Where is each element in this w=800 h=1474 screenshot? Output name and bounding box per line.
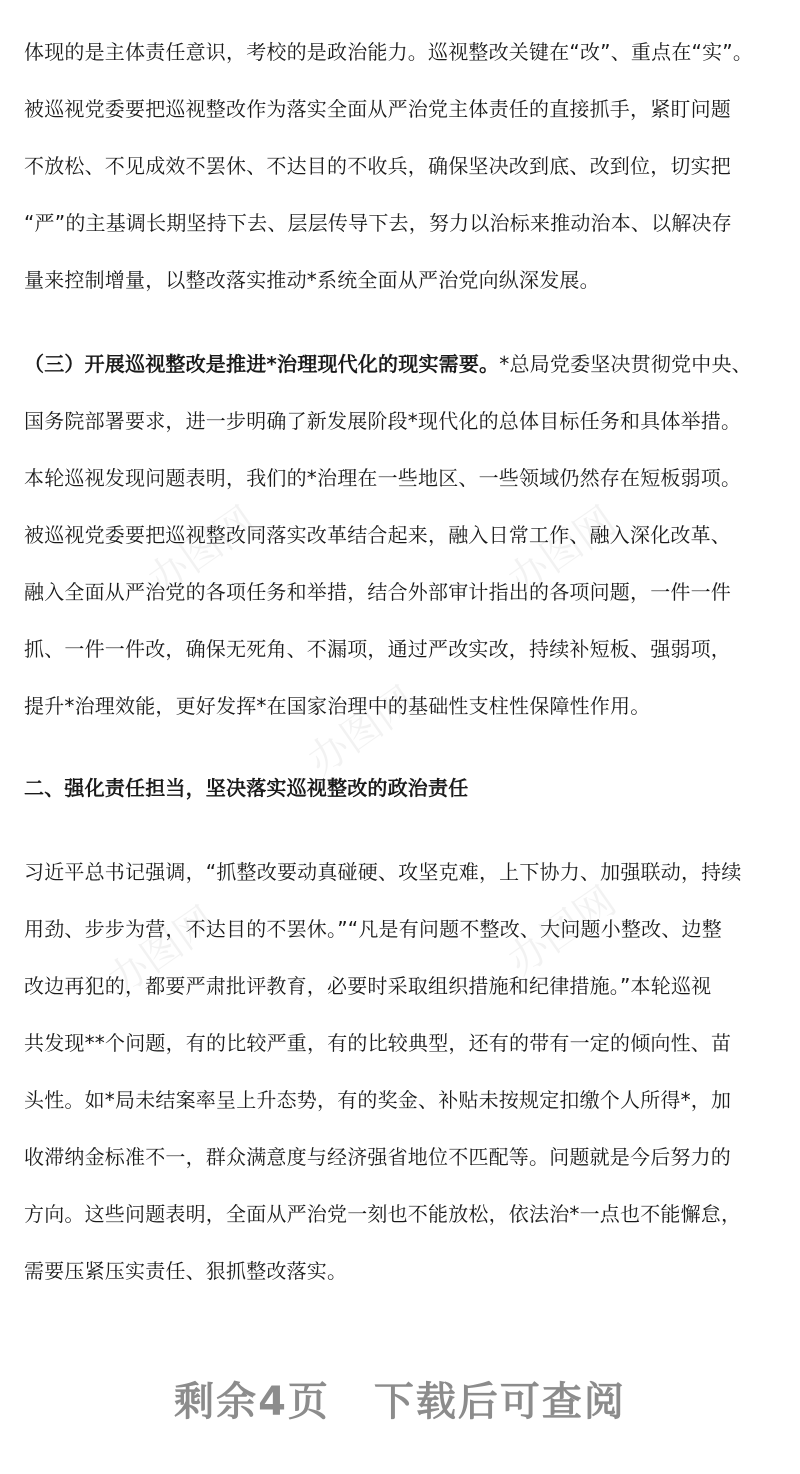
paragraph-line (24, 350, 752, 378)
paragraph-line: 共发现**个问题，有的比较严重，有的比较典型，还有的带有一定的倾向性、苗 (24, 1031, 732, 1055)
watermark: 办图网 (499, 498, 625, 605)
paragraph-line: 用劲、步步为营，不达目的不罢休。”“凡是有问题不整改、大问题小整改、边整 (24, 917, 722, 941)
paragraph-text: *总局党委坚决贯彻党中央、 (499, 352, 752, 376)
paragraph-line: 量来控制增量，以整改落实推动*系统全面从严治党向纵深发展。 (24, 268, 600, 292)
paragraph-line: “严”的主基调长期坚持下去、层层传导下去，努力以治标来推动治本、以解决存 (24, 211, 732, 235)
paragraph-line: 本轮巡视发现问题表明，我们的*治理在一些地区、一些领域仍然存在短板弱项。 (24, 466, 742, 490)
paragraph-line: 收滞纳金标准不一，群众满意度与经济强省地位不匹配等。问题就是今后努力的 (24, 1145, 731, 1169)
remaining-pages-text: 剩余4页 (174, 1379, 330, 1425)
paragraph-line: 习近平总书记强调，“抓整改要动真碰硬、攻坚克难，上下协力、加强联动，持续 (24, 860, 742, 884)
paragraph-line: 方向。这些问题表明，全面从严治党一刻也不能放松，依法治*一点也不能懈怠， (24, 1202, 742, 1226)
paragraph-line: 改边再犯的，都要严肃批评教育，必要时采取组织措施和纪律措施。”本轮巡视 (24, 974, 712, 998)
paragraph-line: 被巡视党委要把巡视整改同落实改革结合起来，融入日常工作、融入深化改革、 (24, 523, 731, 547)
paragraph-line: 抓、一件一件改，确保无死角、不漏项，通过严改实改，持续补短板、强弱项， (24, 637, 731, 661)
watermark: 办图网 (139, 498, 265, 605)
paragraph-line: 需要压紧压实责任、狠抓整改落实。 (24, 1259, 348, 1283)
section-heading: 二、强化责任担当，坚决落实巡视整改的政治责任 (24, 776, 469, 800)
paragraph-line: 体现的是主体责任意识，考校的是政治能力。巡视整改关键在“改”、重点在“实”。 (24, 40, 754, 64)
watermark: 办图网 (499, 878, 625, 985)
paragraph-line: 国务院部署要求，进一步明确了新发展阶段*现代化的总体目标任务和具体举措。 (24, 409, 742, 433)
paragraph-line: 头性。如*局未结案率呈上升态势，有的奖金、补贴未按规定扣缴个人所得*，加 (24, 1088, 732, 1112)
paragraph-line: 融入全面从严治党的各项任务和举措，结合外部审计指出的各项问题，一件一件 (24, 580, 731, 604)
watermark: 办图网 (299, 678, 425, 785)
paragraph-line: 不放松、不见成效不罢休、不达目的不收兵，确保坚决改到底、改到位，切实把 (24, 154, 731, 178)
paragraph-line: 提升*治理效能，更好发挥*在国家治理中的基础性支柱性保障性作用。 (24, 694, 651, 718)
subsection-heading: （三）开展巡视整改是推进*治理现代化的现实需要。 (24, 352, 500, 376)
download-to-view-text[interactable]: 下载后可查阅 (373, 1379, 626, 1425)
remaining-pages-banner[interactable] (0, 1370, 800, 1427)
paragraph-line: 被巡视党委要把巡视整改作为落实全面从严治党主体责任的直接抓手，紧盯问题 (24, 97, 731, 121)
watermark: 办图网 (99, 898, 225, 1005)
